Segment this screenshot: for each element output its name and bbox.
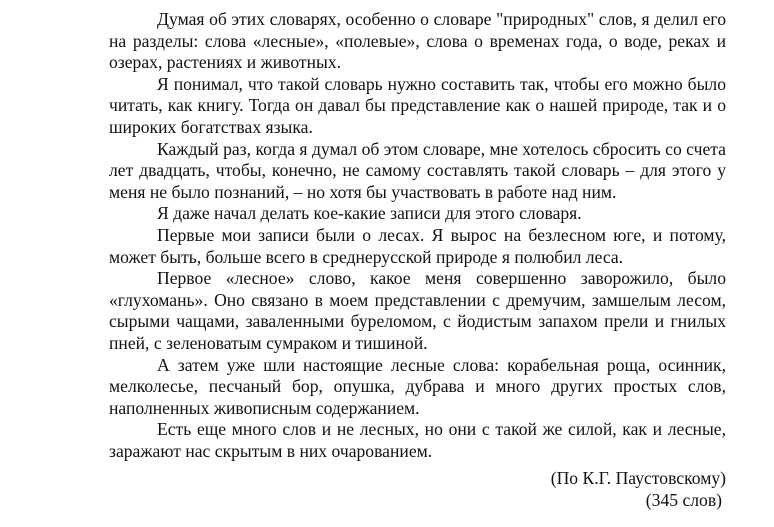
source-attribution: (По К.Г. Паустовскому) <box>550 468 726 489</box>
paragraph-1: Думая об этих словарях, особенно о словаре "природных" слов, я делил его на разделы: слова «лесные», «полевые», слова о временах года, о воде, реках и озерах, растениях и животных. <box>109 9 726 73</box>
paragraph-6: Первое «лесное» слово, какое меня совершенно заворожило, было «глухомань». Оно связано в моем представлении с дремучим, замшелым лесом, сырыми чащами, заваленными буреломом, с йодистым запахом прели и гнилых пней, с зеленоватым сумраком и тишиной. <box>109 268 726 353</box>
paragraph-7: А затем уже шли настоящие лесные слова: корабельная роща, осинник, мелколесье, песчаный бор, опушка, дубрава и много других простых слов, наполненных живописным содержанием. <box>109 354 726 418</box>
paragraph-4: Я даже начал делать кое-какие записи для этого словаря. <box>157 203 582 224</box>
paragraph-3: Каждый раз, когда я думал об этом словаре, мне хотелось сбросить со счета лет двадцать, чтобы, конечно, не самому составлять такой словарь – для этого у меня не было познаний, – но хотя бы участвовать в работе над ним. <box>109 138 726 202</box>
paragraph-5: Первые мои записи были о лесах. Я вырос на безлесном юге, и потому, может быть, больше всего в среднерусской природе я полюбил леса. <box>109 224 726 267</box>
paragraph-2: Я понимал, что такой словарь нужно составить так, чтобы его можно было читать, как книгу. Тогда он давал бы представление как о нашей природе, так и о широких богатствах языка. <box>109 73 726 137</box>
text-page <box>109 9 726 512</box>
word-count: (345 слов) <box>645 490 722 511</box>
paragraph-8: Есть еще много слов и не лесных, но они с такой же силой, как и лесные, заражают нас скрытым в них очарованием. <box>109 419 726 461</box>
